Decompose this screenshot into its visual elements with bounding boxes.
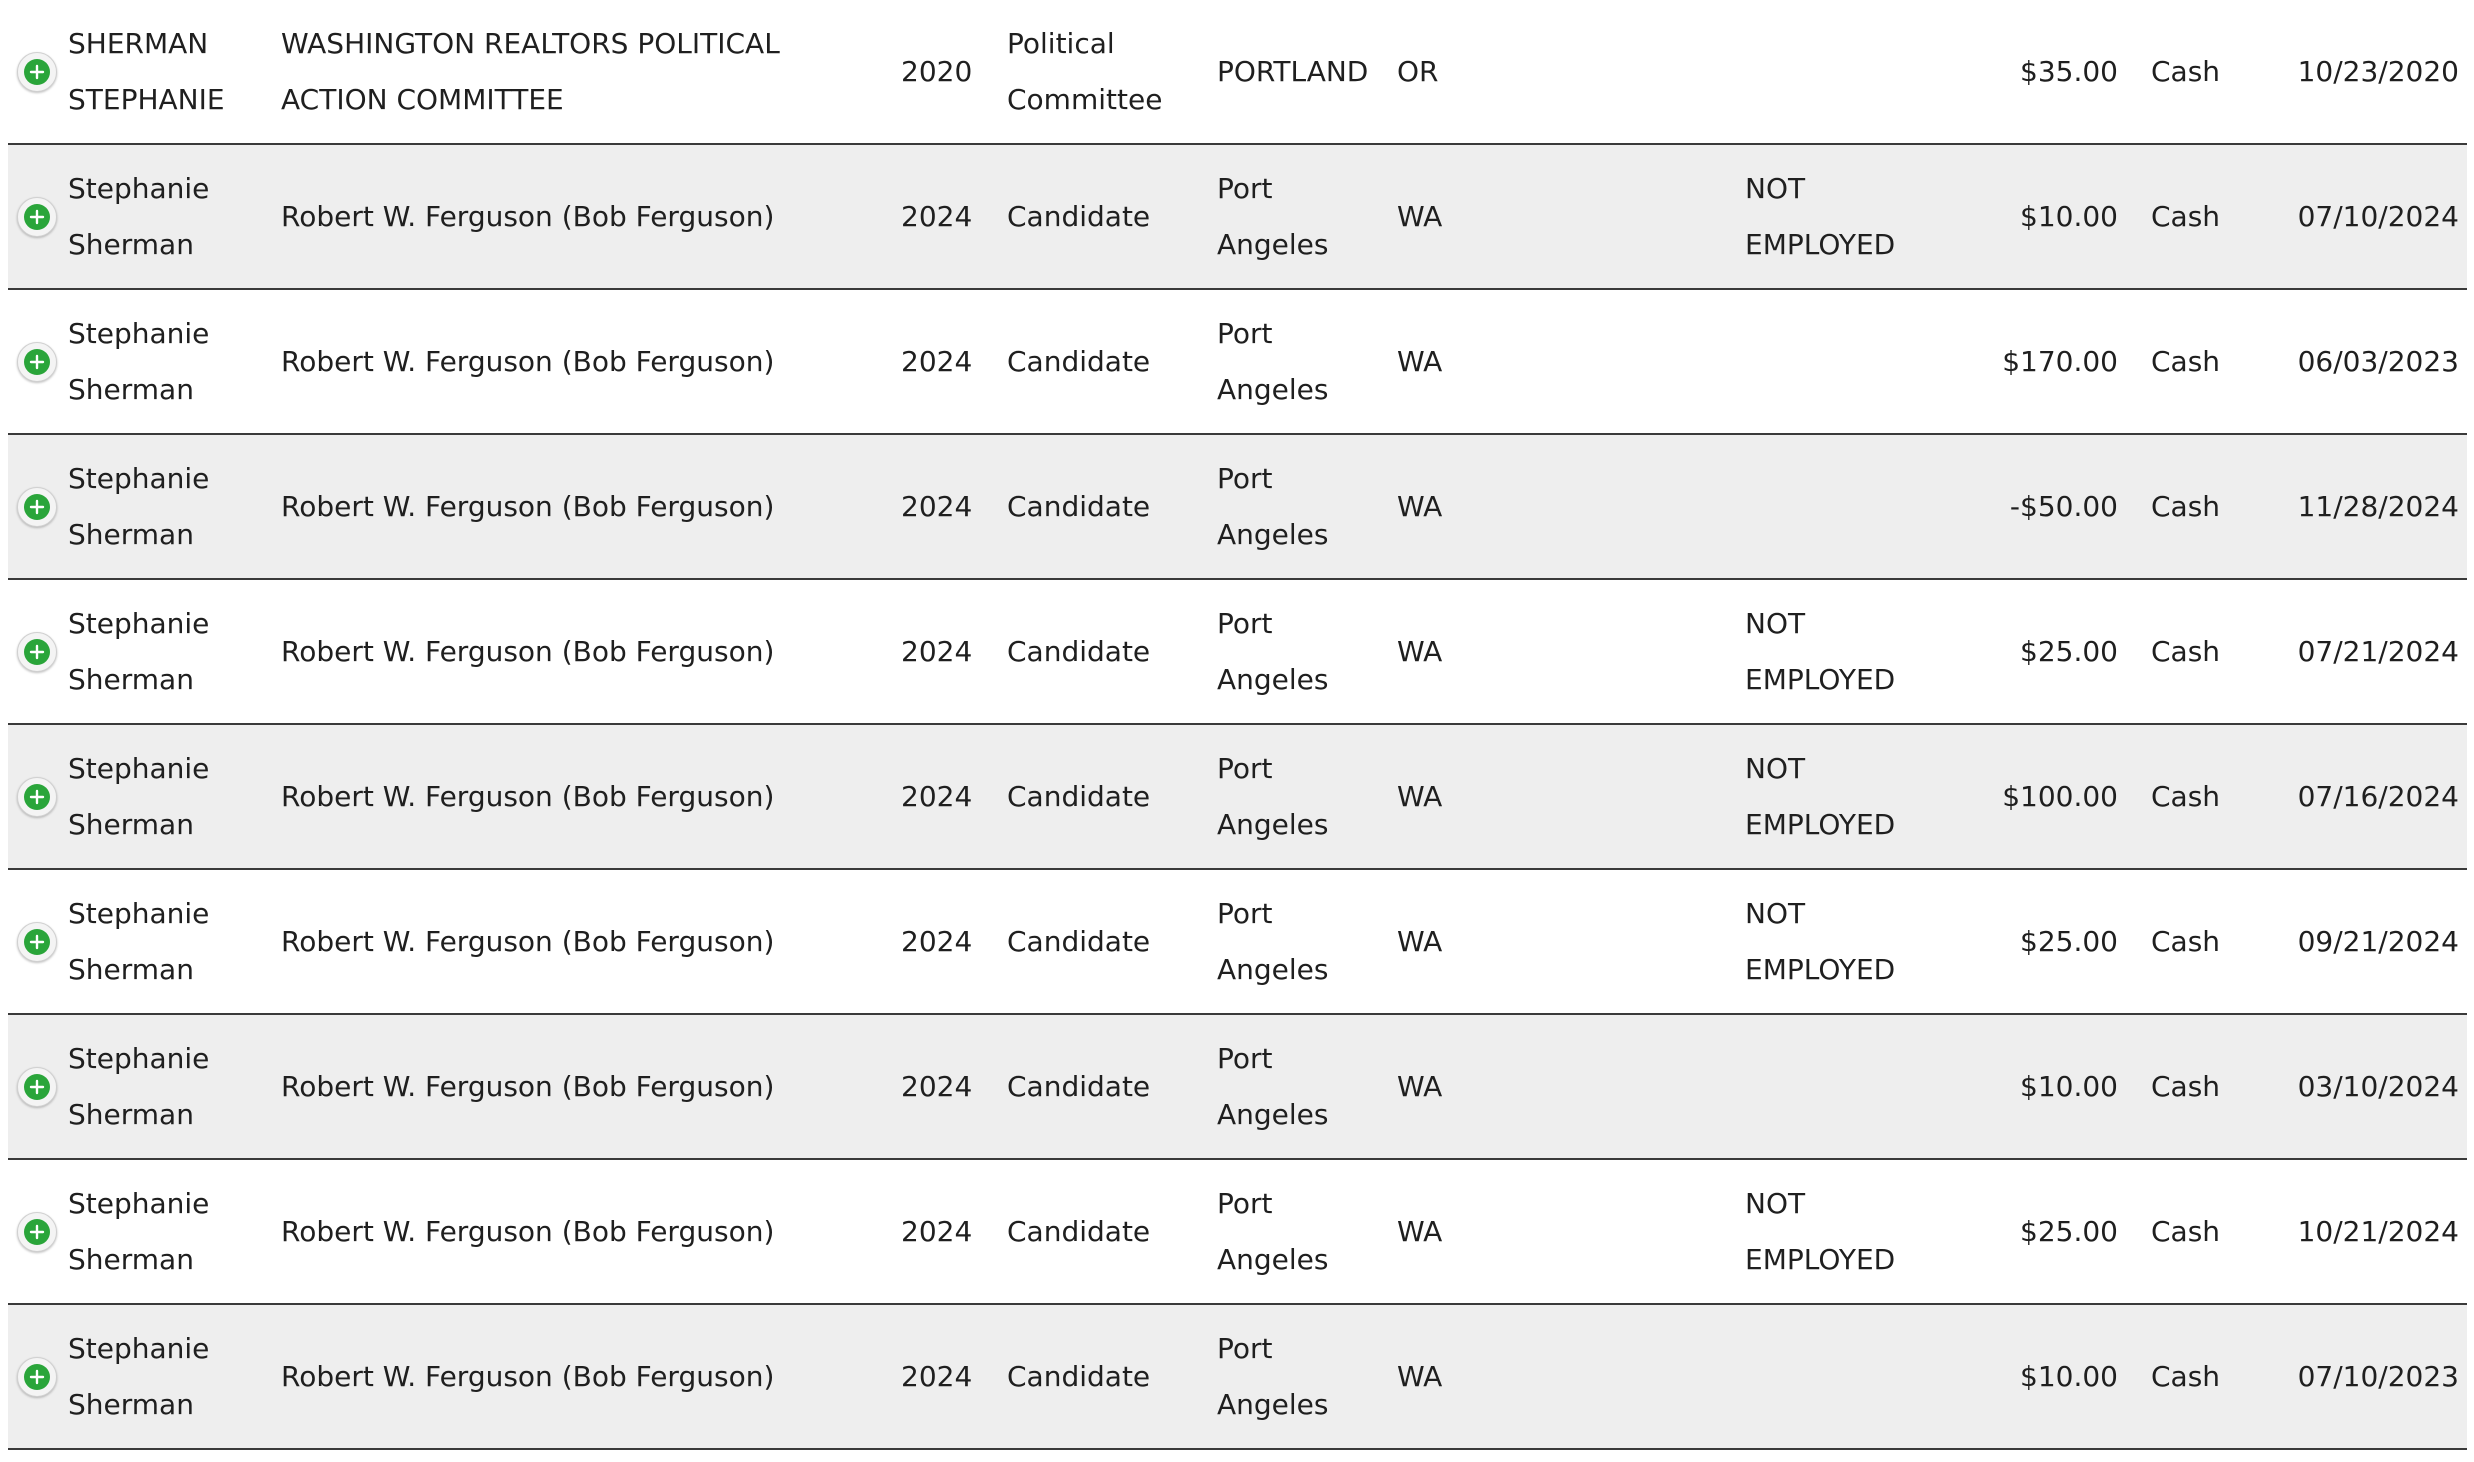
city: PORTLAND	[1217, 54, 1369, 88]
state: WA	[1397, 199, 1443, 233]
election-year: 2024	[901, 1359, 973, 1393]
election-year: 2024	[901, 634, 973, 668]
amount-cell	[1958, 1015, 2118, 1158]
plus-circle-icon	[24, 494, 50, 520]
employer-cell	[1745, 725, 1945, 868]
amount: $25.00	[2020, 924, 2118, 958]
state: OR	[1397, 54, 1439, 88]
receipt-date: 03/10/2024	[2297, 1069, 2459, 1103]
contributor-name-cell	[68, 725, 268, 868]
recipient-cell	[281, 1015, 841, 1158]
plus-circle-icon	[24, 349, 50, 375]
expand-cell	[16, 1160, 58, 1303]
recipient-type-cell	[1007, 725, 1207, 868]
state-cell	[1397, 580, 1497, 723]
state-cell	[1397, 290, 1497, 433]
recipient-name: Robert W. Ferguson (Bob Ferguson)	[281, 344, 775, 378]
table-row	[8, 290, 2467, 435]
election-year: 2024	[901, 924, 973, 958]
amount: $170.00	[2002, 344, 2118, 378]
city: Port Angeles	[1217, 896, 1329, 986]
table-row	[8, 0, 2467, 145]
recipient-name: Robert W. Ferguson (Bob Ferguson)	[281, 924, 775, 958]
contribution-mode: Cash	[2151, 54, 2221, 88]
employer-cell	[1745, 1305, 1945, 1448]
expand-row-button[interactable]	[17, 52, 57, 92]
election-year: 2024	[901, 489, 973, 523]
election-year: 2024	[901, 344, 973, 378]
plus-circle-icon	[24, 929, 50, 955]
recipient-name: Robert W. Ferguson (Bob Ferguson)	[281, 489, 775, 523]
receipt-date-cell	[2278, 290, 2459, 433]
expand-cell	[16, 1305, 58, 1448]
recipient-name: WASHINGTON REALTORS POLITICAL ACTION COMMITTEE	[281, 26, 780, 116]
contributor-name-cell	[68, 290, 268, 433]
amount-cell	[1958, 725, 2118, 868]
contributor-name: Stephanie Sherman	[68, 1331, 210, 1421]
expand-row-button[interactable]	[17, 342, 57, 382]
receipt-date-cell	[2278, 435, 2459, 578]
table-row	[8, 435, 2467, 580]
recipient-type: Political Committee	[1007, 26, 1163, 116]
contributions-table	[8, 0, 2467, 1450]
city: Port Angeles	[1217, 461, 1329, 551]
city-cell	[1217, 1160, 1377, 1303]
receipt-date: 07/16/2024	[2297, 779, 2459, 813]
recipient-type-cell	[1007, 290, 1207, 433]
contributor-name: Stephanie Sherman	[68, 606, 210, 696]
recipient-cell	[281, 290, 841, 433]
city-cell	[1217, 870, 1377, 1013]
table-row	[8, 725, 2467, 870]
plus-circle-icon	[24, 639, 50, 665]
amount-cell	[1958, 1305, 2118, 1448]
receipt-date: 10/21/2024	[2297, 1214, 2459, 1248]
state-cell	[1397, 870, 1497, 1013]
recipient-type: Candidate	[1007, 1359, 1151, 1393]
city-cell	[1217, 0, 1377, 143]
amount: $10.00	[2020, 1359, 2118, 1393]
state-cell	[1397, 1015, 1497, 1158]
contribution-mode-cell	[2151, 435, 2251, 578]
recipient-cell	[281, 725, 841, 868]
city: Port Angeles	[1217, 171, 1329, 261]
table-row	[8, 870, 2467, 1015]
table-row	[8, 1160, 2467, 1305]
receipt-date: 09/21/2024	[2297, 924, 2459, 958]
table-row	[8, 580, 2467, 725]
plus-circle-icon	[24, 1074, 50, 1100]
employer: NOT EMPLOYED	[1745, 896, 1896, 986]
employer-cell	[1745, 1015, 1945, 1158]
contributor-name-cell	[68, 145, 268, 288]
election-year-cell	[901, 435, 981, 578]
employer-cell	[1745, 0, 1945, 143]
receipt-date: 11/28/2024	[2297, 489, 2459, 523]
city-cell	[1217, 1015, 1377, 1158]
election-year: 2024	[901, 779, 973, 813]
contribution-mode: Cash	[2151, 779, 2221, 813]
employer-cell	[1745, 1160, 1945, 1303]
recipient-type: Candidate	[1007, 779, 1151, 813]
contributor-name: Stephanie Sherman	[68, 461, 210, 551]
expand-row-button[interactable]	[17, 1357, 57, 1397]
receipt-date: 06/03/2023	[2297, 344, 2459, 378]
election-year-cell	[901, 290, 981, 433]
expand-cell	[16, 435, 58, 578]
recipient-name: Robert W. Ferguson (Bob Ferguson)	[281, 779, 775, 813]
state-cell	[1397, 435, 1497, 578]
city: Port Angeles	[1217, 1041, 1329, 1131]
amount: $25.00	[2020, 634, 2118, 668]
recipient-name: Robert W. Ferguson (Bob Ferguson)	[281, 1359, 775, 1393]
recipient-cell	[281, 145, 841, 288]
expand-cell	[16, 870, 58, 1013]
contributor-name: Stephanie Sherman	[68, 316, 210, 406]
city-cell	[1217, 145, 1377, 288]
contribution-mode-cell	[2151, 1160, 2251, 1303]
amount: $10.00	[2020, 1069, 2118, 1103]
amount-cell	[1958, 435, 2118, 578]
contribution-mode-cell	[2151, 725, 2251, 868]
contribution-mode-cell	[2151, 0, 2251, 143]
recipient-type-cell	[1007, 870, 1207, 1013]
contributor-name: Stephanie Sherman	[68, 896, 210, 986]
recipient-type: Candidate	[1007, 924, 1151, 958]
contributor-name: SHERMAN STEPHANIE	[68, 26, 225, 116]
election-year: 2020	[901, 54, 973, 88]
state: WA	[1397, 924, 1443, 958]
table-row	[8, 1305, 2467, 1450]
expand-cell	[16, 1015, 58, 1158]
election-year-cell	[901, 0, 981, 143]
state: WA	[1397, 1214, 1443, 1248]
recipient-type-cell	[1007, 1015, 1207, 1158]
employer: NOT EMPLOYED	[1745, 751, 1896, 841]
recipient-type: Candidate	[1007, 199, 1151, 233]
contribution-mode: Cash	[2151, 344, 2221, 378]
receipt-date-cell	[2278, 0, 2459, 143]
contributor-name: Stephanie Sherman	[68, 1186, 210, 1276]
recipient-cell	[281, 870, 841, 1013]
state: WA	[1397, 779, 1443, 813]
amount-cell	[1958, 290, 2118, 433]
recipient-name: Robert W. Ferguson (Bob Ferguson)	[281, 1069, 775, 1103]
expand-row-button[interactable]	[17, 197, 57, 237]
election-year: 2024	[901, 1069, 973, 1103]
recipient-type-cell	[1007, 0, 1207, 143]
state-cell	[1397, 145, 1497, 288]
recipient-name: Robert W. Ferguson (Bob Ferguson)	[281, 1214, 775, 1248]
state: WA	[1397, 1359, 1443, 1393]
recipient-type-cell	[1007, 145, 1207, 288]
amount: $35.00	[2020, 54, 2118, 88]
expand-row-button[interactable]	[17, 1067, 57, 1107]
state-cell	[1397, 0, 1497, 143]
employer-cell	[1745, 290, 1945, 433]
expand-row-button[interactable]	[17, 487, 57, 527]
city: Port Angeles	[1217, 1186, 1329, 1276]
contributor-name: Stephanie Sherman	[68, 751, 210, 841]
recipient-type: Candidate	[1007, 344, 1151, 378]
city-cell	[1217, 580, 1377, 723]
election-year-cell	[901, 725, 981, 868]
city-cell	[1217, 435, 1377, 578]
state: WA	[1397, 344, 1443, 378]
election-year-cell	[901, 145, 981, 288]
state: WA	[1397, 1069, 1443, 1103]
recipient-cell	[281, 1160, 841, 1303]
employer: NOT EMPLOYED	[1745, 606, 1896, 696]
contribution-mode-cell	[2151, 870, 2251, 1013]
employer: NOT EMPLOYED	[1745, 1186, 1896, 1276]
amount: -$50.00	[2009, 489, 2118, 523]
recipient-cell	[281, 1305, 841, 1448]
employer: NOT EMPLOYED	[1745, 171, 1896, 261]
contributor-name-cell	[68, 1305, 268, 1448]
contributor-name: Stephanie Sherman	[68, 1041, 210, 1131]
contributor-name-cell	[68, 870, 268, 1013]
receipt-date: 07/10/2023	[2297, 1359, 2459, 1393]
city: Port Angeles	[1217, 751, 1329, 841]
receipt-date-cell	[2278, 580, 2459, 723]
expand-row-button[interactable]	[17, 922, 57, 962]
amount-cell	[1958, 0, 2118, 143]
recipient-type-cell	[1007, 1305, 1207, 1448]
contribution-mode-cell	[2151, 580, 2251, 723]
contribution-mode: Cash	[2151, 489, 2221, 523]
receipt-date-cell	[2278, 1160, 2459, 1303]
state: WA	[1397, 489, 1443, 523]
amount-cell	[1958, 1160, 2118, 1303]
recipient-type: Candidate	[1007, 489, 1151, 523]
recipient-cell	[281, 0, 841, 143]
receipt-date-cell	[2278, 1015, 2459, 1158]
table-row	[8, 145, 2467, 290]
contributor-name-cell	[68, 580, 268, 723]
contribution-mode: Cash	[2151, 1214, 2221, 1248]
contribution-mode-cell	[2151, 1305, 2251, 1448]
recipient-cell	[281, 435, 841, 578]
amount: $10.00	[2020, 199, 2118, 233]
expand-cell	[16, 0, 58, 143]
recipient-type: Candidate	[1007, 634, 1151, 668]
contribution-mode: Cash	[2151, 1069, 2221, 1103]
contributor-name: Stephanie Sherman	[68, 171, 210, 261]
contribution-mode: Cash	[2151, 634, 2221, 668]
election-year-cell	[901, 1305, 981, 1448]
contribution-mode-cell	[2151, 290, 2251, 433]
plus-circle-icon	[24, 1219, 50, 1245]
election-year-cell	[901, 870, 981, 1013]
receipt-date-cell	[2278, 1305, 2459, 1448]
plus-circle-icon	[24, 784, 50, 810]
receipt-date-cell	[2278, 870, 2459, 1013]
employer-cell	[1745, 145, 1945, 288]
expand-cell	[16, 580, 58, 723]
contribution-mode: Cash	[2151, 1359, 2221, 1393]
recipient-type: Candidate	[1007, 1069, 1151, 1103]
expand-cell	[16, 145, 58, 288]
election-year-cell	[901, 1015, 981, 1158]
amount-cell	[1958, 870, 2118, 1013]
table-row	[8, 1015, 2467, 1160]
expand-cell	[16, 725, 58, 868]
receipt-date-cell	[2278, 725, 2459, 868]
employer-cell	[1745, 870, 1945, 1013]
receipt-date: 07/10/2024	[2297, 199, 2459, 233]
receipt-date-cell	[2278, 145, 2459, 288]
employer-cell	[1745, 580, 1945, 723]
expand-row-button[interactable]	[17, 632, 57, 672]
plus-circle-icon	[24, 59, 50, 85]
contributor-name-cell	[68, 435, 268, 578]
state: WA	[1397, 634, 1443, 668]
election-year-cell	[901, 580, 981, 723]
state-cell	[1397, 725, 1497, 868]
contribution-mode: Cash	[2151, 199, 2221, 233]
employer-cell	[1745, 435, 1945, 578]
election-year: 2024	[901, 1214, 973, 1248]
receipt-date: 10/23/2020	[2297, 54, 2459, 88]
recipient-type-cell	[1007, 580, 1207, 723]
amount-cell	[1958, 580, 2118, 723]
city-cell	[1217, 1305, 1377, 1448]
contribution-mode-cell	[2151, 1015, 2251, 1158]
recipient-name: Robert W. Ferguson (Bob Ferguson)	[281, 634, 775, 668]
contributor-name-cell	[68, 1160, 268, 1303]
recipient-type-cell	[1007, 435, 1207, 578]
state-cell	[1397, 1305, 1497, 1448]
expand-row-button[interactable]	[17, 777, 57, 817]
city: Port Angeles	[1217, 316, 1329, 406]
plus-circle-icon	[24, 1364, 50, 1390]
recipient-type: Candidate	[1007, 1214, 1151, 1248]
receipt-date: 07/21/2024	[2297, 634, 2459, 668]
expand-row-button[interactable]	[17, 1212, 57, 1252]
expand-cell	[16, 290, 58, 433]
city-cell	[1217, 290, 1377, 433]
contributor-name-cell	[68, 0, 268, 143]
state-cell	[1397, 1160, 1497, 1303]
election-year-cell	[901, 1160, 981, 1303]
amount-cell	[1958, 145, 2118, 288]
recipient-type-cell	[1007, 1160, 1207, 1303]
recipient-name: Robert W. Ferguson (Bob Ferguson)	[281, 199, 775, 233]
city: Port Angeles	[1217, 1331, 1329, 1421]
city: Port Angeles	[1217, 606, 1329, 696]
contribution-mode: Cash	[2151, 924, 2221, 958]
recipient-cell	[281, 580, 841, 723]
amount: $100.00	[2002, 779, 2118, 813]
election-year: 2024	[901, 199, 973, 233]
amount: $25.00	[2020, 1214, 2118, 1248]
plus-circle-icon	[24, 204, 50, 230]
contribution-mode-cell	[2151, 145, 2251, 288]
contributor-name-cell	[68, 1015, 268, 1158]
city-cell	[1217, 725, 1377, 868]
